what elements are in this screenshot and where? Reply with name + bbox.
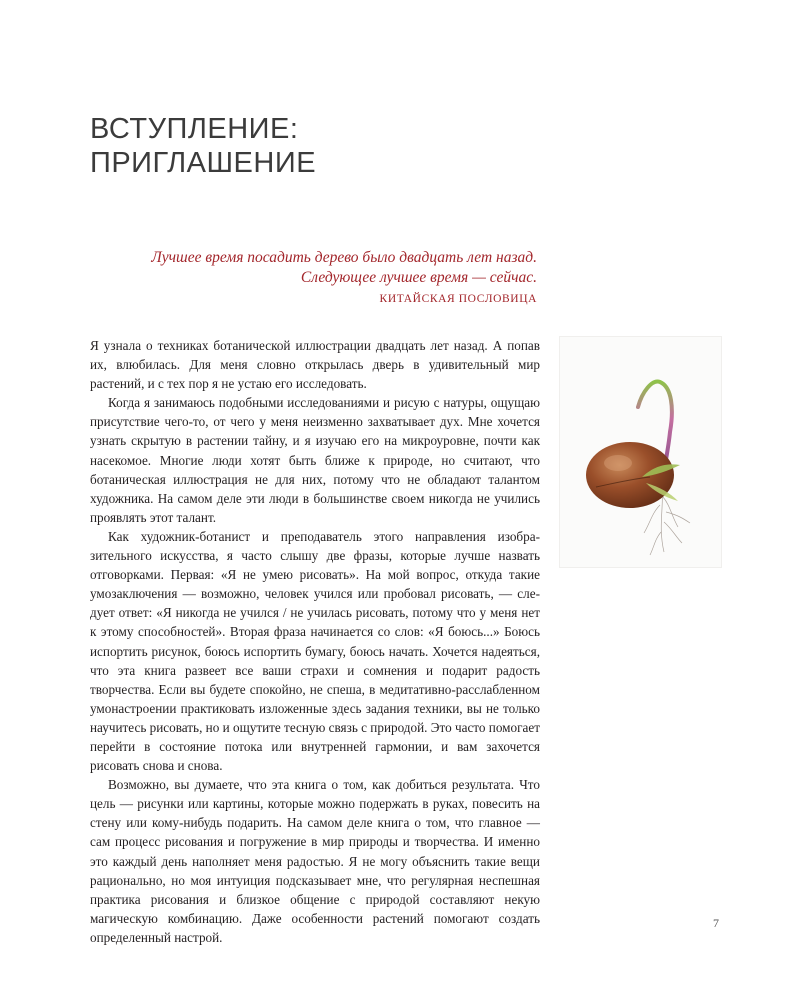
chapter-title-line-1: ВСТУПЛЕНИЕ:: [90, 113, 299, 145]
paragraph-3: Как художник-ботанист и преподаватель этого направления изобразительного искусства, я часто слышу две фразы, которые лучше назвать отговорками. Первая: «Я не умею рисовать». На мой вопрос, откуда такие умозаключения — возможно, человек учился или пробовал рисовать, — следует ответ: «Я никогда не учился / не училась рисовать, потому что у меня нет к этому способностей». Вторая фраза начинается со слов: «Я боюсь...» Боюсь испортить рисунок, боюсь испортить бумагу, боюсь начать. Хочется надеяться, что эта книга развеет все ваши страхи и сомнения и подарит радость творчества. Если вы будете спокойно, не спеша, в медитативно-расслабленном умонастроении практиковать изложенные здесь задания техники, вы не только научитесь рисовать, но и ощутите тесную связь с природой. Это часто помогает перейти в состояние потока или внутренней гармонии, и вам захочется рисовать снова и снова.: [90, 528, 540, 774]
body-text: [90, 336, 540, 947]
epigraph-line-1: Лучшее время посадить дерево было двадцать лет назад.: [151, 249, 537, 266]
chapter-title-line-2: ПРИГЛАШЕНИЕ: [90, 147, 317, 179]
sprouting-seed-illustration: [560, 337, 721, 567]
paragraph-2: Когда я занимаюсь подобными исследованиями и рисую с натуры, ощущаю присутствие чего-то, от чего у меня неизменно захватывает дух. Мне хочется узнать скрытую в растении тайну, и я изучаю его на микроуровне, почти как насекомое. Многие люди хотят быть ближе к природе, но считают, что ботаническая иллюстрация не для них, потому что не обладают талантом художника. На самом деле эти люди в большинстве своем никогда не учились проявлять этот талант.: [90, 395, 540, 525]
epigraph: [77, 248, 537, 305]
page-number: 7: [713, 916, 719, 930]
epigraph-attribution: КИТАЙСКАЯ ПОСЛОВИЦА: [379, 293, 537, 305]
epigraph-line-2: Следующее лучшее время — сейчас.: [300, 269, 537, 286]
paragraph-1: Я узнала о техниках ботанической иллюстрации двадцать лет назад. А попав их, влюбилась. Для меня словно открылась дверь в удивительный мир растений, и с тех пор я не устаю его исследовать.: [90, 338, 540, 392]
paragraph-4: Возможно, вы думаете, что эта книга о том, как добиться результата. Что цель — рисунки или картины, которые можно подержать в руках, повесить на стену или кому-нибудь подарить. На самом деле книга о том, что главное — сам процесс рисования и погружение в мир природы и творчества. И именно это каждый день наполняет меня радостью. Я не могу объяснить такие вещи рационально, но моя интуиция подсказывает мне, что регулярная неспешная практика рисования и близкое общение с природой составляют некую магическую комбинацию. Даже особенности растений помогают создать определенный настрой.: [90, 777, 540, 945]
chapter-title: [90, 112, 316, 180]
